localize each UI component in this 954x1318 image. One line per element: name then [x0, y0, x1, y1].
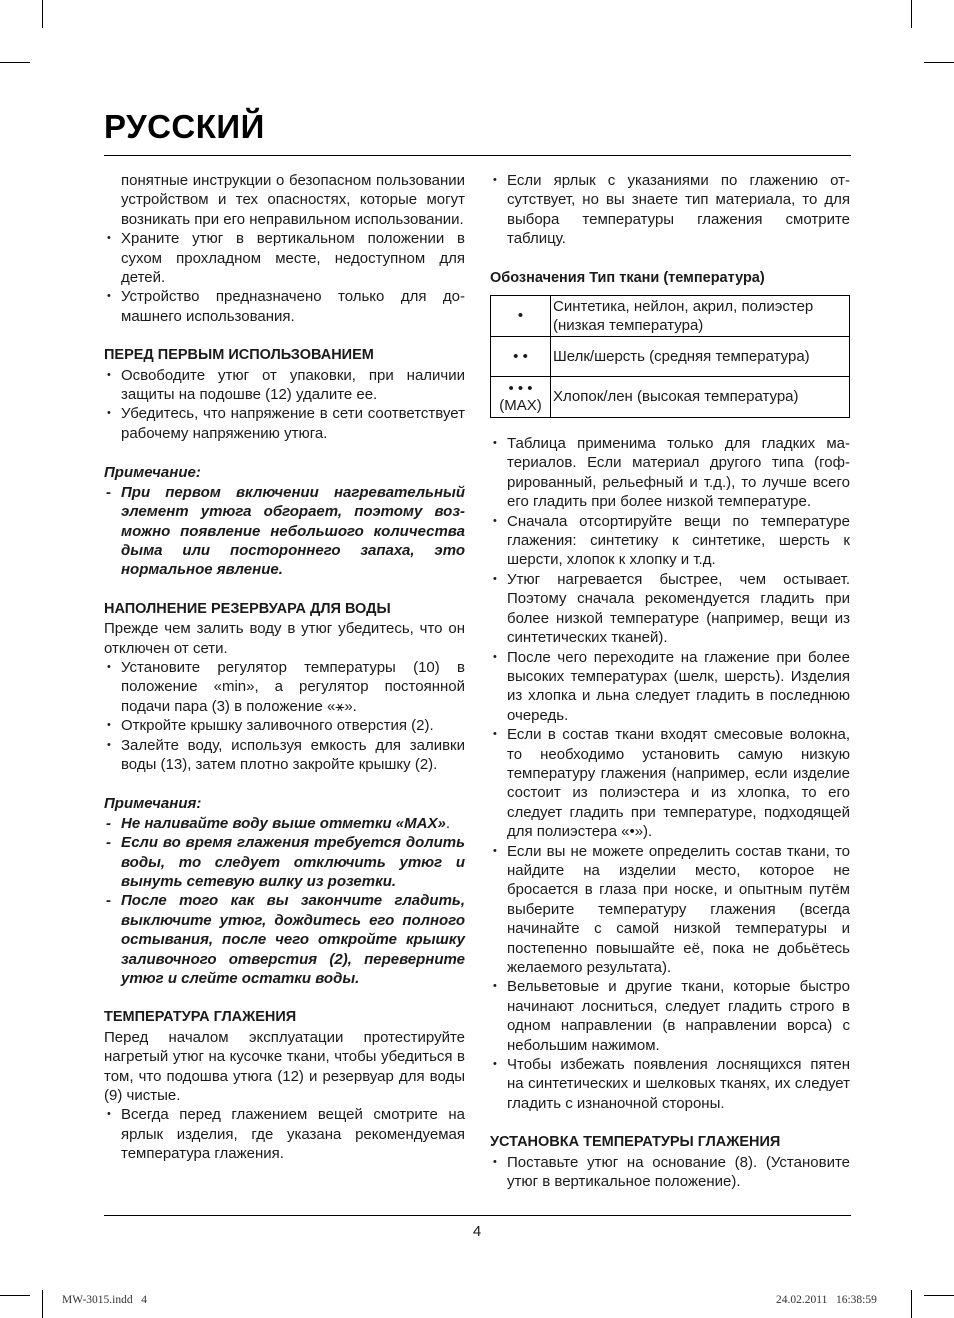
- note-list: [104, 483, 465, 580]
- note-bold-text: Не наливайте воду выше отметки «MAX»: [121, 814, 446, 832]
- list-item: • Если в состав ткани входят смесовые волокна, то необходимо установить самую низкую температуру глажения (например, если изделие состоит из полиэстера и из хлопка, то его следует гладить при температуре, подходящей для полиэстера «•»).: [490, 725, 850, 841]
- footer-datetime: 24.02.2011 16:38:59: [776, 1294, 877, 1306]
- bottom-rule: [104, 1215, 851, 1216]
- note-item: - При первом включении нагревательный элемент утюга обгорает, поэтому возможно появление небольшого количества дыма или постороннего запаха, это нормальное явление.: [104, 483, 465, 580]
- crop-mark: [924, 1295, 954, 1296]
- section-heading-before-first-use: ПЕРЕД ПЕРВЫМ ИСПОЛЬЗОВАНИЕМ: [104, 347, 374, 364]
- table-row: [491, 337, 850, 377]
- list-item: • После чего переходите на глажение при более высоких температурах (шелк, шерсть). Изделия из хлопка и льна следует гладить в последнюю очередь.: [490, 648, 850, 726]
- note-tail-text: .: [445, 814, 450, 832]
- list-item: • Утюг нагревается быстрее, чем остывает. Поэтому сначала рекомендуется гладить при более низкой температуре (например, вещи из синтетических тканей).: [490, 570, 850, 648]
- right-column: [490, 171, 850, 1191]
- list-item: • Поставьте утюг на основание (8). (Установите утюг в вертикальное положение).: [490, 1153, 850, 1192]
- label-list: [490, 171, 850, 249]
- page-title: РУССКИЙ: [104, 108, 265, 145]
- fabric-cell: Хлопок/лен (высокая температура): [551, 377, 850, 418]
- crop-mark: [924, 62, 954, 63]
- filling-intro: Прежде чем залить воду в утюг убедитесь, что он отключен от сети.: [104, 620, 465, 657]
- notes-heading: Примечания:: [104, 795, 202, 813]
- crop-mark: [911, 1290, 912, 1318]
- fabric-cell: Шелк/шерсть (средняя температура): [551, 337, 850, 377]
- title-rule: [104, 155, 851, 156]
- setting-list: [490, 1153, 850, 1192]
- list-item: • Храните утюг в вертикальном положении в сухом прохладном месте, недоступном для детей.: [104, 229, 465, 287]
- list-item: • Установите регулятор температуры (10) в положение «min», а регулятор постоянной подачи пара (3) в положение «⚹».: [104, 658, 465, 716]
- crop-mark: [911, 0, 912, 28]
- symbol-cell: [491, 337, 551, 377]
- page-number: 4: [472, 1223, 482, 1240]
- list-item: • Убедитесь, что напряжение в сети соответствует рабочему напряжению утюга.: [104, 404, 465, 443]
- intro-list: [104, 171, 465, 326]
- max-label: (MAX): [499, 397, 542, 415]
- list-item: • Освободите утюг от упаковки, при наличии защиты на подошве (12) удалите ее.: [104, 366, 465, 405]
- list-item: • Залейте воду, используя емкость для заливки воды (13), затем плотно закройте крышку (2).: [104, 736, 465, 775]
- crop-mark: [42, 1290, 43, 1318]
- fabric-cell: Синтетика, нейлон, акрил, полиэстер (низкая температура): [551, 296, 850, 337]
- list-item: • Если ярлык с указаниями по глажению отсутствует, но вы знаете тип материала, то для выбора температуры глажения смотрите таблицу.: [490, 171, 850, 249]
- list-item: • Всегда перед глажением вещей смотрите на ярлык изделия, где указана рекомендуемая температура глажения.: [104, 1105, 465, 1163]
- crop-mark: [0, 62, 30, 63]
- note-item: [104, 814, 465, 833]
- symbol-cell: [491, 377, 551, 418]
- list-item: • Устройство предназначено только для домашнего использования.: [104, 287, 465, 326]
- note-item: - Если во время глажения требуется долить воды, то следует отключить утюг и вынуть сетевую вилку из розетки.: [104, 833, 465, 891]
- footer-file-label: MW-3015.indd 4: [62, 1294, 147, 1306]
- notes-list: [104, 814, 465, 989]
- note-heading: Примечание:: [104, 464, 201, 482]
- list-item: • Таблица применима только для гладких материалов. Если материал другого типа (гофрированный, рельефный и т.д.), то лучше всего его гладить при более низкой температуре.: [490, 434, 850, 512]
- section-heading-filling: НАПОЛНЕНИЕ РЕЗЕРВУАРА ДЛЯ ВОДЫ: [104, 600, 391, 617]
- fabric-temperature-table: [490, 295, 850, 418]
- before-first-use-list: [104, 366, 465, 444]
- list-item: • Откройте крышку заливочного отверстия (2).: [104, 716, 465, 735]
- left-column: [104, 171, 465, 1164]
- list-item: понятные инструкции о безопасном пользовании устройством и тех опасностях, которые могут возникать при его неправильном использовании.: [121, 172, 465, 228]
- list-item: • Вельветовые и другие ткани, которые быстро начинают лосниться, следует гладить строго в одном направлении (в направлении ворса) с небольшим нажимом.: [490, 977, 850, 1055]
- filling-list: [104, 658, 465, 774]
- note-item: - После того как вы закончите гладить, выключите утюг, дождитесь его полного остывания, после чего откройте крышку заливочного отверстия (2), переверните утюг и слейте остатки воды.: [104, 891, 465, 988]
- crop-mark: [0, 1295, 30, 1296]
- symbol-cell: [491, 296, 551, 337]
- dot-symbol: • • •: [508, 380, 533, 398]
- temperature-list: [104, 1105, 465, 1163]
- ironing-tips-list: [490, 434, 850, 1113]
- temperature-intro: Перед началом эксплуатации протестируйте нагретый утюг на кусочке ткани, чтобы убедиться в том, что подошва утюга (12) и резервуар для воды (9) чистые.: [104, 1028, 465, 1105]
- table-caption: Обозначения Тип ткани (температура): [490, 269, 765, 286]
- table-row: [491, 377, 850, 418]
- dot-symbol: •: [517, 307, 524, 325]
- section-heading-temperature: ТЕМПЕРАТУРА ГЛАЖЕНИЯ: [104, 1009, 297, 1026]
- list-item: • Если вы не можете определить состав ткани, то найдите на изделии место, которое не бросается в глаза при носке, и опытным путём выберите температуру глажения (всегда начинайте с самой низкой температуры и постепенно повышайте её, пока не добьётесь желаемого результата).: [490, 842, 850, 978]
- table-row: [491, 296, 850, 337]
- list-item: • Сначала отсортируйте вещи по температуре глажения: синтетику к синтетике, шерсть к шерсти, хлопок к хлопку и т.д.: [490, 512, 850, 570]
- list-item: • Чтобы избежать появления лоснящихся пятен на синтетических и шелковых тканях, их следует гладить с изнаночной стороны.: [490, 1055, 850, 1113]
- dot-symbol: • •: [513, 347, 528, 365]
- crop-mark: [42, 0, 43, 28]
- section-heading-setting-temperature: УСТАНОВКА ТЕМПЕРАТУРЫ ГЛАЖЕНИЯ: [490, 1134, 781, 1151]
